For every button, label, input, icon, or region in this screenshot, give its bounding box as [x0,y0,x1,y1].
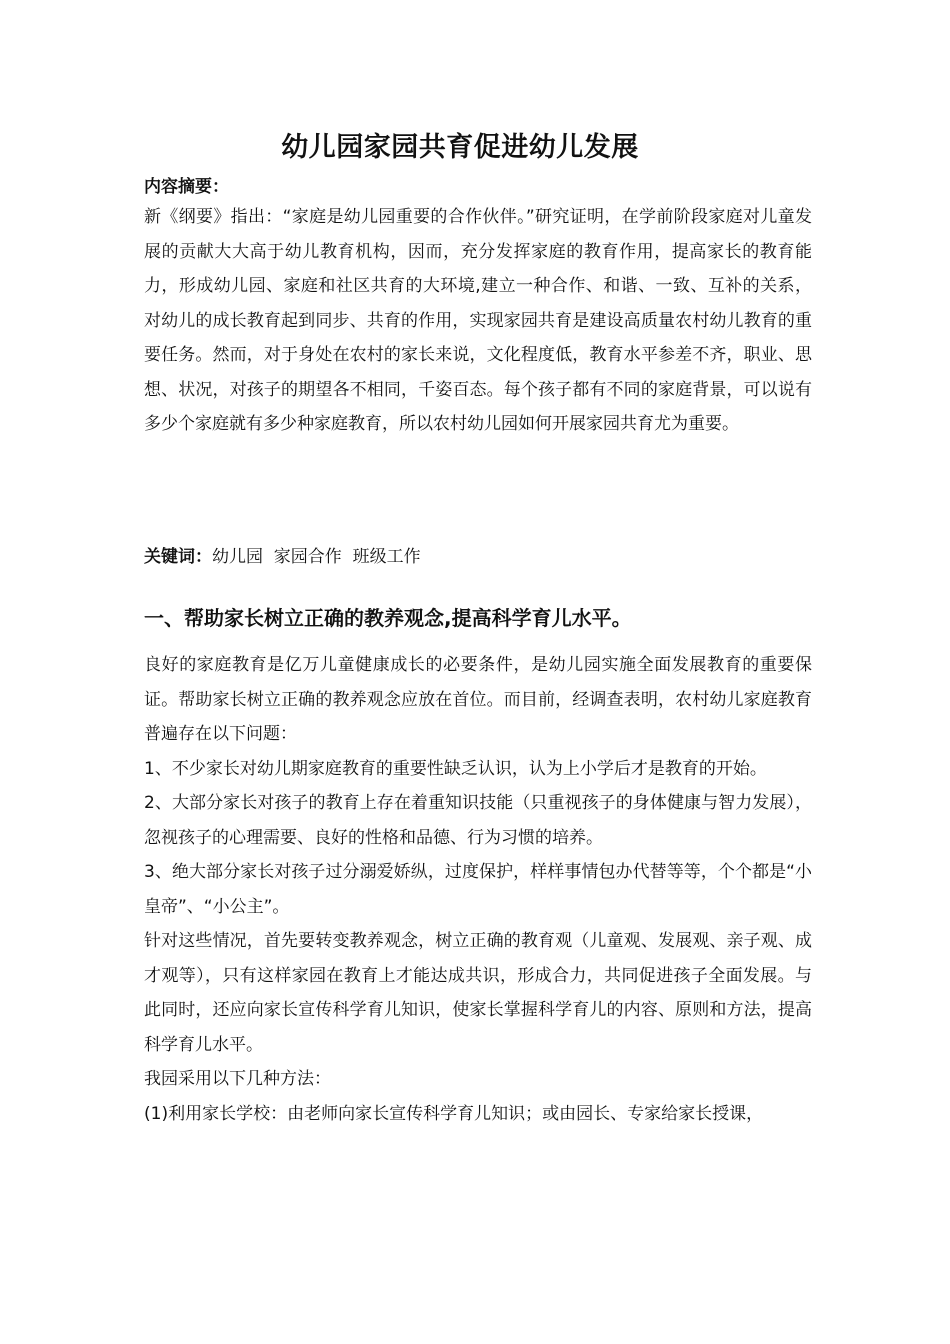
body-paragraph: 良好的家庭教育是亿万儿童健康成长的必要条件，是幼儿园实施全面发展教育的重要保证。帮助家长树立正确的教养观念应放在首位。而目前，经调查表明，农村幼儿家庭教育普遍存在以下问题： [144,655,812,744]
body-paragraph: (1)利用家长学校：由老师向家长宣传科学育儿知识；或由园长、专家给家长授课， [144,1103,764,1124]
keywords-label: 关键词： [144,547,212,567]
keywords-text: 幼儿园 家园合作 班级工作 [212,547,421,567]
list-item: 1、不少家长对幼儿期家庭教育的重要性缺乏认识，认为上小学后才是教育的开始。 [144,758,767,779]
body-paragraph: 针对这些情况，首先要转变教养观念，树立正确的教育观（儿童观、发展观、亲子观、成才观等），只有这样家园在教育上才能达成共识，形成合力，共同促进孩子全面发展。与此同时，还应向家长宣传科学育儿知识，使家长掌握科学育儿的内容、原则和方法，提高科学育儿水平。 [144,931,812,1055]
list-item: 3、绝大部分家长对孩子过分溺爱娇纵，过度保护，样样事情包办代替等等，个个都是“小皇帝”、“小公主”。 [144,862,812,917]
abstract-paragraph: 新《纲要》指出：“家庭是幼儿园重要的合作伙伴。”研究证明，在学前阶段家庭对儿童发展的贡献大大高于幼儿教育机构，因而，充分发挥家庭的教育作用，提高家长的教育能力，形成幼儿园、家庭和社区共育的大环境,建立一种合作、和谐、一致、互补的关系，对幼儿的成长教育起到同步、共育的作用，实现家园共育是建设高质量农村幼儿教育的重要任务。然而，对于身处在农村的家长来说，文化程度低，教育水平参差不齐，职业、思想、状况，对孩子的期望各不相同，千姿百态。每个孩子都有不同的家庭背景，可以说有多少个家庭就有多少种家庭教育，所以农村幼儿园如何开展家园共育尤为重要。 [144,207,812,434]
keywords-line [144,540,421,574]
list-item: 2、大部分家长对孩子的教育上存在着重知识技能（只重视孩子的身体健康与智力发展），忽视孩子的心理需要、良好的性格和品德、行为习惯的培养。 [144,793,812,848]
section-heading: 一、帮助家长树立正确的教养观念,提高科学育儿水平。 [144,606,632,630]
section-body [144,648,812,1131]
document-title: 幼儿园家园共育促进幼儿发展 [281,132,639,163]
abstract-label: 内容摘要： [144,177,229,197]
body-paragraph: 我园采用以下几种方法： [144,1069,331,1089]
